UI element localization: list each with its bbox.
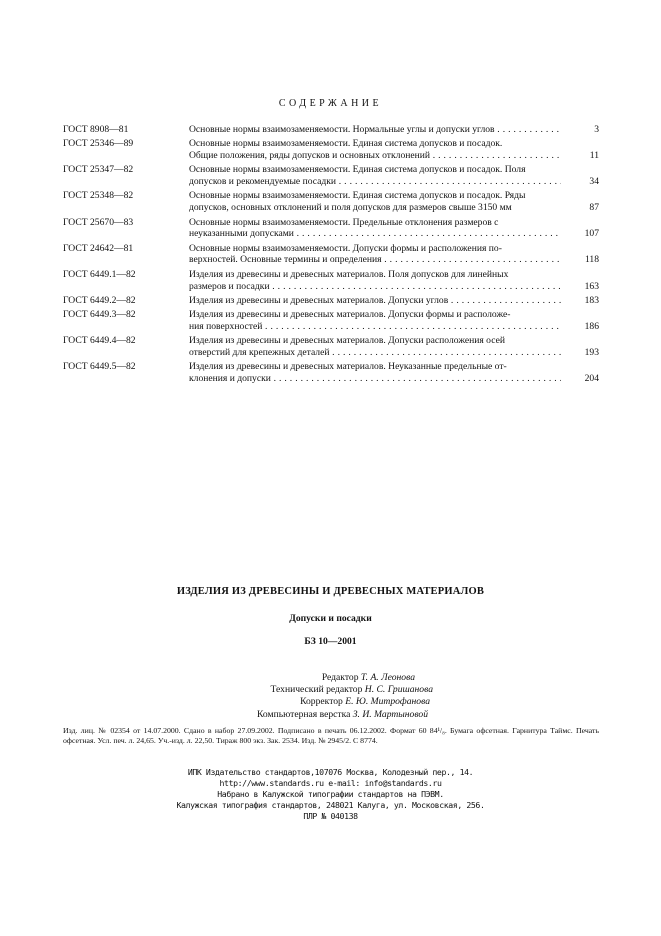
publication-info: Изд. лиц. № 02354 от 14.07.2000. Сдано в набор 27.09.2002. Подписано в печать 06.12.2002. Формат 60 84¹/₈. Бумага офсетная. Гарнитура Таймс. Печать офсетная. Усл. печ. л. 24,65. Уч.-изд. л. 22,50. Тираж 800 экз. Зак. 2534. Изд. № 2945/2. С 8774. xyxy=(63,726,599,745)
toc-entry xyxy=(63,124,599,136)
colophon-title: ИЗДЕЛИЯ ИЗ ДРЕВЕСИНЫ И ДРЕВЕСНЫХ МАТЕРИАЛОВ xyxy=(176,586,485,597)
toc-entry-line: отверстий для крепежных деталей . . . xyxy=(189,347,561,359)
toc-entry xyxy=(63,269,599,293)
toc-entry-title xyxy=(189,295,561,307)
toc-entry-title xyxy=(189,124,561,136)
toc-entry-code: ГОСТ 24642—81 xyxy=(63,242,134,254)
toc-entry-page: 34 xyxy=(589,176,599,188)
toc-entry-line: Изделия из древесины и древесных материалов. Допуски углов . . . xyxy=(189,295,561,307)
credit-role: Редактор xyxy=(321,672,359,683)
toc-entry-line: клонения и допуски . . . xyxy=(189,373,561,385)
toc-entry-title xyxy=(189,361,561,385)
table-of-contents xyxy=(63,124,599,387)
toc-entry-line: Основные нормы взаимозаменяемости. Предельные отклонения размеров с xyxy=(189,216,499,228)
credit-person: З. И. Мартыновой xyxy=(352,708,428,720)
toc-entry-page: 193 xyxy=(584,347,599,359)
toc-entry xyxy=(63,243,599,267)
toc-entry-line: ния поверхностей . . . xyxy=(189,321,561,333)
imprint-line: Калужская типография стандартов, 248021 Калуга, ул. Московская, 256. xyxy=(176,800,485,810)
toc-entry-page: 3 xyxy=(594,124,599,135)
toc-entry-code: ГОСТ 25347—82 xyxy=(63,164,134,176)
credit-editor xyxy=(200,672,480,684)
toc-entry-page: 186 xyxy=(584,320,599,332)
toc-entry-code: ГОСТ 6449.3—82 xyxy=(63,309,136,321)
toc-entry-title xyxy=(189,138,561,162)
imprint-line: ИПК Издательство стандартов,107076 Москва, Колодезный пер., 14. xyxy=(187,767,474,777)
toc-entry-page: 118 xyxy=(584,254,599,266)
toc-entry xyxy=(63,295,599,307)
toc-entry-title xyxy=(189,269,561,293)
toc-entry-title xyxy=(189,217,561,241)
toc-entry-line: Изделия из древесины и древесных материалов. Поля допусков для линейных xyxy=(189,268,509,280)
credit-person: Е. Ю. Митрофанова xyxy=(345,696,430,708)
toc-entry-code: ГОСТ 6449.4—82 xyxy=(63,335,136,347)
toc-entry-line: Изделия из древесины и древесных материалов. Неуказанные предельные от- xyxy=(189,361,507,373)
toc-entry-title xyxy=(189,164,561,188)
toc-entry-line: Основные нормы взаимозаменяемости. Единая система допусков и посадок. Ряды xyxy=(189,190,526,202)
credit-role: Компьютерная верстка xyxy=(257,708,351,720)
toc-entry-line: допусков, основных отклонений и поля допусков для размеров свыше 3150 мм xyxy=(189,202,512,214)
toc-entry-code: ГОСТ 8908—81 xyxy=(63,124,129,135)
toc-entry-page: 11 xyxy=(589,150,599,162)
credit-role: Технический редактор xyxy=(270,684,363,696)
toc-entry-page: 87 xyxy=(589,202,599,214)
credit-proofreader xyxy=(200,696,480,708)
toc-entry-line: размеров и посадки . . . xyxy=(189,281,561,293)
toc-entry-code: ГОСТ 6449.2—82 xyxy=(63,294,136,306)
toc-entry-title xyxy=(189,243,561,267)
toc-entry-line: Основные нормы взаимозаменяемости. Единая система допусков и посадок. Поля xyxy=(189,164,526,176)
toc-entry-line: Основные нормы взаимозаменяемости. Нормальные углы и допуски углов . . . xyxy=(189,124,561,136)
credit-tech-editor xyxy=(200,684,480,696)
toc-entry-title xyxy=(189,309,561,333)
toc-entry-title xyxy=(189,190,561,214)
credit-layout xyxy=(200,709,480,721)
toc-entry-line: неуказанными допусками . . . xyxy=(189,228,561,240)
toc-entry-title xyxy=(189,335,561,359)
toc-entry-line: Изделия из древесины и древесных материалов. Допуски расположения осей xyxy=(189,335,505,347)
toc-entry xyxy=(63,190,599,214)
toc-entry-code: ГОСТ 6449.1—82 xyxy=(63,268,136,280)
toc-entry-line: верхностей. Основные термины и определения . . . xyxy=(189,254,561,266)
toc-entry xyxy=(63,361,599,385)
credits-block xyxy=(200,672,480,721)
toc-entry xyxy=(63,309,599,333)
credit-person: Н. С. Гришанова xyxy=(364,684,433,696)
toc-entry-line: Основные нормы взаимозаменяемости. Допуски формы и расположения по- xyxy=(189,242,502,254)
toc-entry-line: допусков и рекомендуемые посадки . . . xyxy=(189,176,561,188)
toc-entry-page: 107 xyxy=(584,228,599,240)
credit-role: Корректор xyxy=(300,696,343,708)
credit-person: Т. А. Леонова xyxy=(360,672,415,683)
toc-entry-page: 163 xyxy=(584,280,599,292)
imprint-line: Набрано в Калужской типографии стандартов на ПЭВМ. xyxy=(217,789,444,799)
toc-title: СОДЕРЖАНИЕ xyxy=(278,98,383,109)
toc-entry-line: Общие положения, ряды допусков и основных отклонений . . . xyxy=(189,150,561,162)
imprint-line: ПЛР № 040138 xyxy=(303,811,358,821)
toc-entry xyxy=(63,217,599,241)
toc-entry-code: ГОСТ 25346—89 xyxy=(63,138,134,150)
toc-entry xyxy=(63,335,599,359)
toc-entry xyxy=(63,164,599,188)
toc-entry-line: Изделия из древесины и древесных материалов. Допуски формы и расположе- xyxy=(189,309,511,321)
colophon-bz-number: БЗ 10—2001 xyxy=(304,636,357,647)
imprint-line: http://www.standards.ru e-mail: info@standards.ru xyxy=(219,778,442,788)
toc-entry-code: ГОСТ 25348—82 xyxy=(63,190,134,202)
colophon-subtitle: Допуски и посадки xyxy=(289,613,372,624)
toc-entry-code: ГОСТ 6449.5—82 xyxy=(63,361,136,373)
toc-entry-code: ГОСТ 25670—83 xyxy=(63,216,134,228)
publisher-imprint xyxy=(0,767,661,822)
toc-entry xyxy=(63,138,599,162)
toc-entry-page: 204 xyxy=(584,373,599,385)
toc-entry-page: 183 xyxy=(584,294,599,306)
toc-entry-line: Основные нормы взаимозаменяемости. Единая система допусков и посадок. xyxy=(189,138,503,150)
